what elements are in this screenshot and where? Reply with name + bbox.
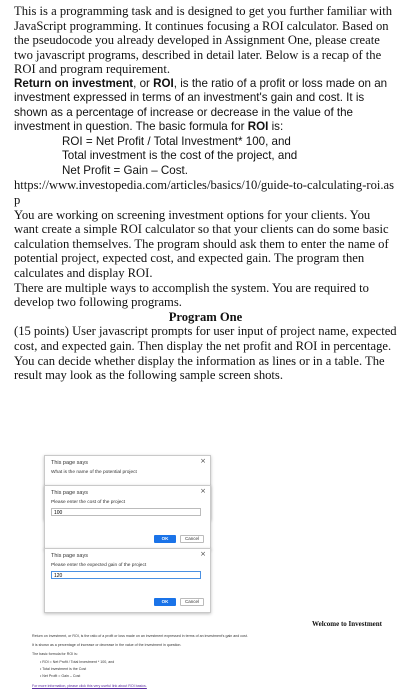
prompt-dialog-cost bbox=[44, 485, 211, 550]
result-line: • Net Profit = Gain – Cost bbox=[40, 674, 81, 678]
result-line: • ROI = Net Profit / Total Investment * 100, and bbox=[40, 660, 115, 664]
program-one-description: (15 points) User javascript prompts for user input of project name, expected cost, and expected gain. Then display the net profit and ROI in percentage. You can decide whether display the information as lines or in a table. The result may look as the following sample screen shots. bbox=[14, 324, 397, 383]
intro-paragraph: This is a programming task and is designed to get you further familiar with JavaScript programming. It continues focusing a ROI calculator. Based on the pseudocode you already developed in Assignment One, please create two javascript programs, described in detail later. Below is a recap of the ROI and program requirement. bbox=[14, 4, 393, 77]
dialog-prompt: Please enter the expected gain of the project bbox=[51, 563, 147, 568]
program-one-heading: Program One bbox=[168, 309, 243, 324]
formula-line-1: ROI = Net Profit / Total Investment* 100, and bbox=[62, 134, 291, 148]
multiple-ways-paragraph: There are multiple ways to accomplish the system. You are required to develop two following programs. bbox=[14, 280, 369, 310]
formula-line-3: Net Profit = Gain – Cost. bbox=[62, 163, 188, 177]
result-link[interactable]: For more information, please click this very useful link about ROI basics. bbox=[32, 684, 147, 688]
reference-url[interactable]: https://www.investopedia.com/articles/basics/10/guide-to-calculating-roi.asp bbox=[14, 178, 395, 208]
formula-line-2: Total investment is the cost of the project, and bbox=[62, 149, 298, 163]
ok-button[interactable]: OK bbox=[154, 535, 176, 543]
dialog-input[interactable]: 100 bbox=[51, 508, 201, 516]
result-screenshot bbox=[14, 615, 390, 697]
result-title: Welcome to Investment bbox=[312, 620, 382, 628]
prompt-dialog-gain bbox=[44, 548, 211, 613]
roi-term: Return on investment bbox=[14, 76, 134, 90]
result-line: It is shown as a percentage of increase or decrease in the value of the investment in question. bbox=[32, 643, 182, 647]
document-body bbox=[14, 4, 397, 383]
close-icon[interactable]: × bbox=[200, 550, 206, 558]
scenario-paragraph: You are working on screening investment options for your clients. You want create a simple ROI calculator so that your clients can do some basic calculation themselves. The program should ask them to enter the name of potential project, expected cost, and expected gain. The program then calculates and display ROI. bbox=[14, 207, 389, 281]
dialog-prompt: What is the name of the potential project bbox=[51, 470, 137, 475]
roi-definition: Return on investment, or ROI, is the ratio of a profit or loss made on an investment expressed in terms of an investment's gain and cost. It is shown as a percentage of increase or decrease in the value of the investment in question. The basic formula for ROI is: bbox=[14, 76, 388, 134]
dialog-title: This page says bbox=[51, 553, 88, 559]
dialog-title: This page says bbox=[51, 490, 88, 496]
result-line: Return on investment, or ROI, is the ratio of a profit or loss made on an investment expressed in terms of an investment's gain and cost. bbox=[32, 634, 248, 638]
ok-button[interactable]: OK bbox=[154, 598, 176, 606]
dialog-input[interactable]: 120 bbox=[51, 571, 201, 579]
close-icon[interactable]: × bbox=[200, 457, 206, 465]
cancel-button[interactable]: Cancel bbox=[180, 598, 204, 606]
cancel-button[interactable]: Cancel bbox=[180, 535, 204, 543]
result-line: • Total investment is the Cost bbox=[40, 667, 87, 671]
dialog-prompt: Please enter the cost of the project bbox=[51, 500, 126, 505]
result-line: The basic formula for ROI is: bbox=[32, 652, 78, 656]
dialog-title: This page says bbox=[51, 460, 88, 466]
close-icon[interactable]: × bbox=[200, 487, 206, 495]
